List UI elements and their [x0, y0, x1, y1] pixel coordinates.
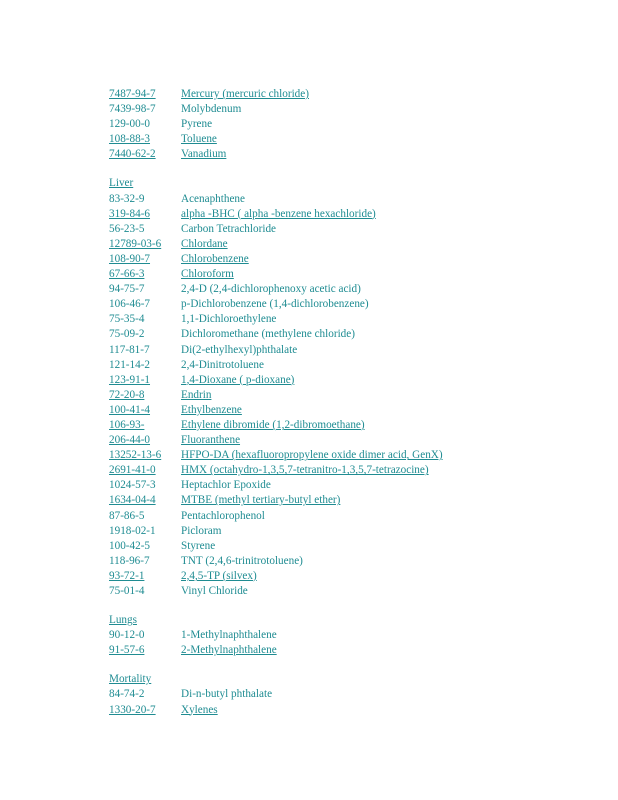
- chemical-row[interactable]: [109, 388, 589, 403]
- cas-number: 75-01-4: [109, 585, 145, 597]
- chemical-name[interactable]: 2-Methylnaphthalene: [181, 644, 277, 657]
- chemical-name: 1,1-Dichloroethylene: [181, 313, 277, 326]
- chemical-name[interactable]: 1,4-Dioxane ( p-dioxane): [181, 373, 295, 386]
- chemical-name[interactable]: HMX (octahydro-1,3,5,7-tetranitro-1,3,5,7-tetrazocine): [181, 464, 429, 477]
- chemical-row[interactable]: [109, 463, 589, 478]
- chemical-row[interactable]: [109, 132, 589, 147]
- chemical-name: Styrene: [181, 539, 216, 552]
- section-gap: [109, 162, 589, 176]
- chemical-row: [109, 327, 589, 342]
- chemical-row[interactable]: [109, 493, 589, 508]
- chemical-row[interactable]: [109, 418, 589, 433]
- chemical-name: Pyrene: [181, 118, 213, 131]
- section-gap: [109, 599, 589, 613]
- chemical-row[interactable]: [109, 237, 589, 252]
- chemical-row: [109, 524, 589, 539]
- cas-number[interactable]: 12789-03-6: [109, 237, 162, 250]
- chemical-name[interactable]: alpha -BHC ( alpha -benzene hexachloride): [181, 207, 376, 220]
- cas-number: 94-75-7: [109, 283, 145, 296]
- cas-number[interactable]: 91-57-6: [109, 644, 145, 657]
- chemical-row: [109, 628, 589, 643]
- chemical-name: Carbon Tetrachloride: [181, 222, 276, 235]
- section-heading[interactable]: Lungs: [109, 614, 137, 627]
- chemical-name: Di-n-butyl phthalate: [181, 688, 273, 701]
- chemical-name[interactable]: Ethylbenzene: [181, 403, 242, 416]
- chemical-row: [109, 584, 589, 599]
- chemical-row[interactable]: [109, 207, 589, 222]
- cas-number: 90-12-0: [109, 629, 145, 642]
- cas-number: 83-32-9: [109, 192, 145, 205]
- chemical-name[interactable]: Chloroform: [181, 268, 234, 281]
- cas-number[interactable]: 7440-62-2: [109, 148, 156, 161]
- cas-number: 129-00-0: [109, 118, 151, 131]
- cas-number: 56-23-5: [109, 222, 145, 235]
- cas-number[interactable]: 1634-04-4: [109, 494, 156, 507]
- chemical-row: [109, 222, 589, 237]
- cas-number: 118-96-7: [109, 554, 150, 567]
- chemical-name: Picloram: [181, 524, 222, 537]
- cas-number: 1024-57-3: [109, 479, 156, 492]
- chemical-row: [109, 312, 589, 327]
- cas-number: 106-46-7: [109, 298, 151, 311]
- chemical-name: Vinyl Chloride: [181, 585, 248, 597]
- cas-number[interactable]: 7487-94-7: [109, 88, 156, 100]
- cas-number[interactable]: 1330-20-7: [109, 703, 156, 716]
- chemical-name[interactable]: Fluoranthene: [181, 434, 241, 447]
- chemical-row[interactable]: [109, 403, 589, 418]
- cas-number[interactable]: 123-91-1: [109, 373, 151, 386]
- chemical-name: Pentachlorophenol: [181, 509, 265, 522]
- chemical-row: [109, 554, 589, 569]
- chemical-row: [109, 539, 589, 554]
- chemical-name: TNT (2,4,6-trinitrotoluene): [181, 554, 303, 567]
- chemical-row[interactable]: [109, 267, 589, 282]
- chemical-name: Di(2-ethylhexyl)phthalate: [181, 343, 298, 356]
- cas-number: 75-35-4: [109, 313, 145, 326]
- cas-number: 121-14-2: [109, 358, 151, 371]
- cas-number: 75-09-2: [109, 328, 145, 341]
- chemical-name[interactable]: Chlordane: [181, 237, 228, 250]
- chemical-name: 2,4-Dinitrotoluene: [181, 358, 264, 371]
- section-heading[interactable]: Liver: [109, 177, 134, 190]
- chemical-row[interactable]: [109, 643, 589, 658]
- chemical-name[interactable]: Ethylene dibromide (1,2-dibromoethane): [181, 418, 365, 431]
- chemical-row: [109, 192, 589, 207]
- cas-number: 87-86-5: [109, 509, 145, 522]
- chemical-row[interactable]: [109, 448, 589, 463]
- chemical-name: Molybdenum: [181, 103, 242, 116]
- chemical-row: [109, 687, 589, 702]
- cas-number[interactable]: 108-90-7: [109, 252, 151, 265]
- chemical-row: [109, 509, 589, 524]
- chemical-row: [109, 478, 589, 493]
- cas-number[interactable]: 319-84-6: [109, 207, 151, 220]
- cas-number[interactable]: 72-20-8: [109, 388, 145, 401]
- chemical-row: [109, 102, 589, 117]
- chemical-row[interactable]: [109, 87, 589, 102]
- chemical-row[interactable]: [109, 373, 589, 388]
- chemical-name[interactable]: Xylenes: [181, 703, 218, 716]
- chemical-row: [109, 117, 589, 132]
- cas-number[interactable]: 100-41-4: [109, 403, 151, 416]
- chemical-name: Heptachlor Epoxide: [181, 479, 271, 492]
- cas-number: 84-74-2: [109, 688, 145, 701]
- chemical-row[interactable]: [109, 569, 589, 584]
- chemical-row[interactable]: [109, 147, 589, 162]
- chemical-list: [109, 87, 589, 718]
- chemical-name[interactable]: Toluene: [181, 133, 217, 146]
- chemical-name[interactable]: MTBE (methyl tertiary-butyl ether): [181, 494, 341, 507]
- chemical-row[interactable]: [109, 433, 589, 448]
- cas-number: 7439-98-7: [109, 103, 156, 116]
- chemical-row[interactable]: [109, 252, 589, 267]
- cas-number[interactable]: 106-93-: [109, 418, 145, 431]
- chemical-name[interactable]: Vanadium: [181, 148, 227, 161]
- chemical-name: Acenaphthene: [181, 192, 245, 205]
- cas-number[interactable]: 206-44-0: [109, 434, 151, 447]
- cas-number[interactable]: 108-88-3: [109, 133, 151, 146]
- cas-number: 1918-02-1: [109, 524, 156, 537]
- chemical-name: Dichloromethane (methylene chloride): [181, 328, 355, 341]
- chemical-name: 2,4-D (2,4-dichlorophenoxy acetic acid): [181, 283, 361, 296]
- chemical-name[interactable]: HFPO-DA (hexafluoropropylene oxide dimer acid, GenX): [181, 449, 443, 462]
- chemical-name: 1-Methylnaphthalene: [181, 629, 277, 642]
- cas-number[interactable]: 13252-13-6: [109, 449, 162, 462]
- section-heading[interactable]: Mortality: [109, 673, 152, 686]
- chemical-name[interactable]: Mercury (mercuric chloride): [181, 88, 309, 100]
- cas-number: 117-81-7: [109, 343, 150, 356]
- chemical-name[interactable]: Chlorobenzene: [181, 252, 249, 265]
- section-gap: [109, 658, 589, 672]
- chemical-name[interactable]: 2,4,5-TP (silvex): [181, 569, 257, 582]
- cas-number[interactable]: 2691-41-0: [109, 464, 156, 477]
- chemical-name: p-Dichlorobenzene (1,4-dichlorobenzene): [181, 298, 369, 311]
- cas-number[interactable]: 93-72-1: [109, 569, 145, 582]
- cas-number: 100-42-5: [109, 539, 151, 552]
- chemical-row: [109, 297, 589, 312]
- chemical-row[interactable]: [109, 703, 589, 718]
- chemical-row: [109, 343, 589, 358]
- chemical-name[interactable]: Endrin: [181, 388, 212, 401]
- cas-number[interactable]: 67-66-3: [109, 268, 145, 281]
- chemical-row: [109, 358, 589, 373]
- chemical-row: [109, 282, 589, 297]
